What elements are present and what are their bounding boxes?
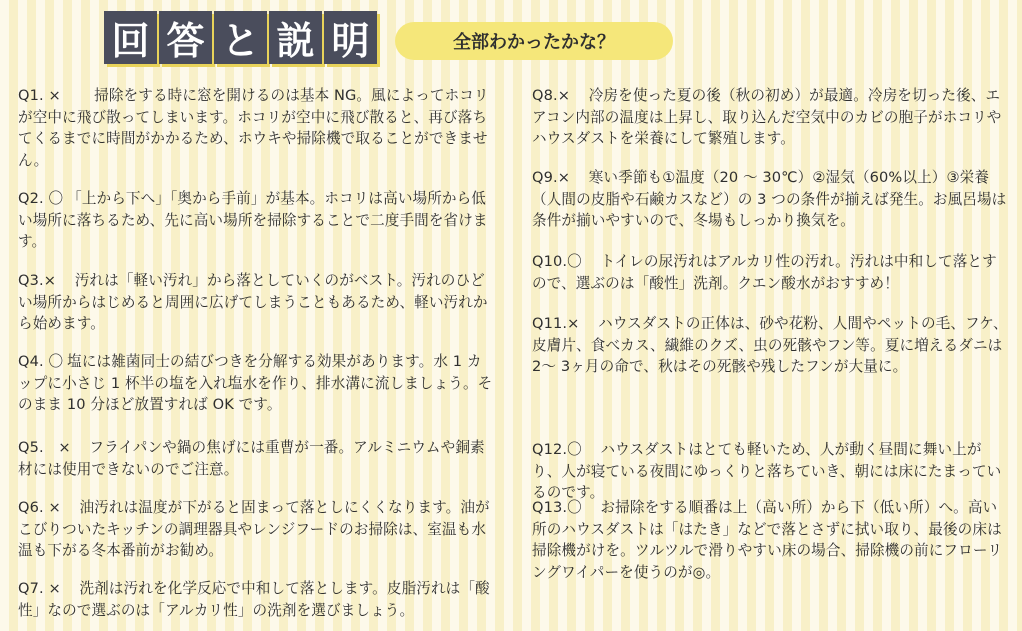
question-label: Q13.〇: [532, 499, 582, 516]
answer-text: ハウスダストの正体は、砂や花粉、人間やペットの毛、フケ、皮膚片、食べカス、繊維のクズ、虫の死骸やフン等。夏に増えるダニは 2〜 3ヶ月の命で、秋はその死骸や残したフンが大量に。: [532, 315, 1008, 375]
answer-item: [18, 497, 496, 562]
subtitle-badge: 全部わかったかな？: [395, 22, 673, 60]
answer-item: [18, 85, 496, 171]
title-char: 回: [104, 11, 157, 64]
title-char: 明: [324, 11, 377, 64]
answer-text: 油汚れは温度が下がると固まって落としにくくなります。油がこびりついたキッチンの調理器具やレンジフードのお掃除は、室温も水温も下がる冬本番前がお勧め。: [18, 499, 490, 559]
answer-text: 「上から下へ」「奥から手前」が基本。ホコリは高い場所から低い場所に落ちるため、先に高い場所を掃除することで二度手間を省けます。: [18, 190, 488, 250]
question-label: Q1. ×: [18, 87, 61, 104]
question-label: Q11.×: [532, 315, 580, 332]
answer-item: [18, 188, 496, 253]
answer-item: [532, 313, 1010, 378]
question-label: Q12.〇: [532, 441, 582, 458]
answer-item: [18, 437, 496, 480]
title-char: 説: [269, 11, 322, 64]
title-char: 答: [159, 11, 212, 64]
answer-text: 冷房を使った夏の後（秋の初め）が最適。冷房を切った後、エアコン内部の温度は上昇し、取り込んだ空気中のカビの胞子がホコリやハウスダストを栄養にして繁殖します。: [532, 87, 1002, 147]
question-label: Q8.×: [532, 87, 571, 104]
answer-item: [532, 167, 1010, 232]
question-label: Q2. 〇: [18, 190, 64, 207]
answer-item: [532, 439, 1010, 504]
answer-text: 塩には雑菌同士の結びつきを分解する効果があります。水 1 カップに小さじ 1 杯半の塩を入れ塩水を作り、排水溝に流しましょう。そのまま 10 分ほど放置すれば OK です。: [18, 353, 493, 413]
answer-item: [532, 85, 1010, 150]
question-label: Q3.×: [18, 272, 57, 289]
answer-text: お掃除をする順番は上（高い所）から下（低い所）へ。高い所のハウスダストは「はたき」などで落とさずに拭い取り、最後の床は掃除機がけを。ツルツルで滑りやすい床の場合、掃除機の前にフローリングワイパーを使うのが◎。: [532, 499, 1003, 581]
answer-text: 汚れは「軽い汚れ」から落としていくのがベスト。汚れのひどい場所からはじめると周囲に広げてしまうこともあるため、軽い汚れから始めます。: [18, 272, 488, 332]
question-label: Q9.×: [532, 169, 571, 186]
question-label: Q7. ×: [18, 580, 61, 597]
answer-item: [18, 578, 496, 621]
answer-text: 洗剤は汚れを化学反応で中和して落とします。皮脂汚れは「酸性」なので選ぶのは「アルカリ性」の洗剤を選びましょう。: [18, 580, 490, 619]
answer-text: 寒い季節も①温度（20 〜 30℃）②湿気（60%以上）③栄養（人間の皮脂や石鹸カスなど）の 3 つの条件が揃えば発生。お風呂場は条件が揃いやすいので、冬場もしっかり換気を。: [532, 169, 1007, 229]
answer-item: [18, 270, 496, 335]
answer-text: 掃除をする時に窓を開けるのは基本 NG。風によってホコリが空中に飛び散ってしまいます。ホコリが空中に飛び散ると、再び落ちてくるまでに時間がかかるため、ホウキや掃除機で取ることができません。: [18, 87, 489, 169]
question-label: Q6. ×: [18, 499, 61, 516]
title-char: と: [214, 11, 267, 64]
answer-text: トイレの尿汚れはアルカリ性の汚れ。汚れは中和して落とすので、選ぶのは「酸性」洗剤。クエン酸水がおすすめ！: [532, 253, 997, 292]
answer-text: ハウスダストはとても軽いため、人が動く昼間に舞い上がり、人が寝ている夜間にゆっくりと落ちていき、朝には床にたまっているのです。: [532, 441, 1002, 501]
answer-text: フライパンや鍋の焦げには重曹が一番。アルミニウムや銅素材には使用できないのでご注意。: [18, 439, 485, 478]
answer-item: [18, 351, 496, 416]
answer-item: [532, 251, 1010, 294]
title: [104, 11, 379, 64]
question-label: Q5. ×: [18, 439, 71, 456]
answer-item: [532, 497, 1010, 583]
question-label: Q10.〇: [532, 253, 582, 270]
question-label: Q4. 〇: [18, 353, 64, 370]
